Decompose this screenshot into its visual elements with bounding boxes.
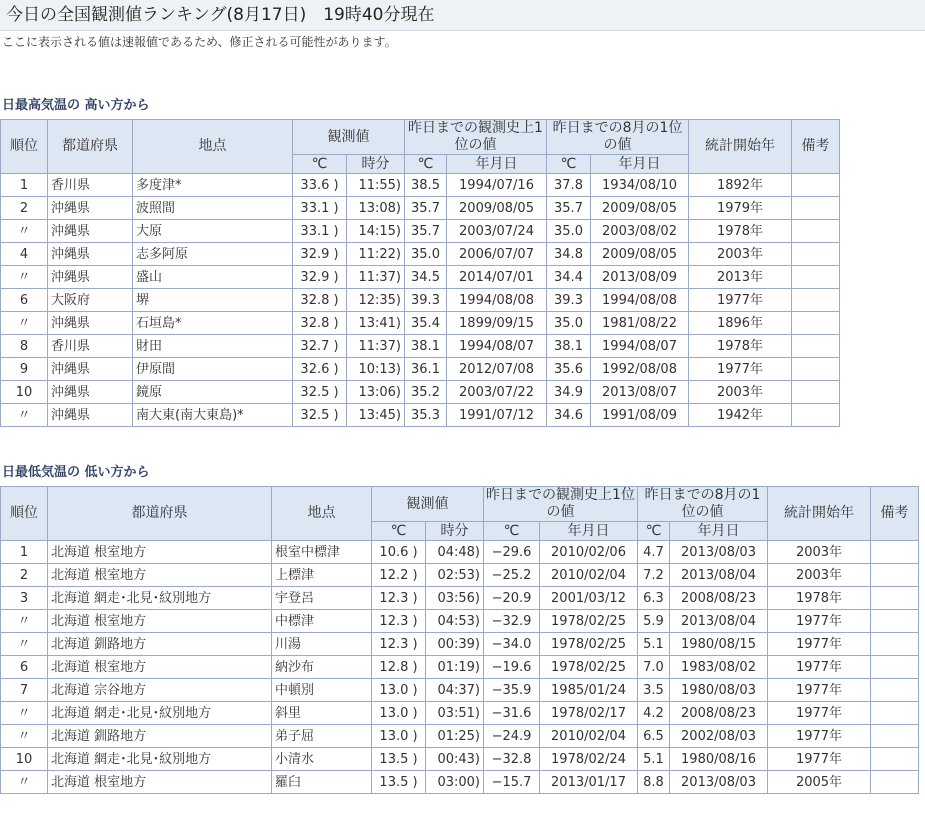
- record-date-cell: 2006/07/07: [447, 243, 547, 266]
- record-value-cell: 39.3: [405, 289, 447, 312]
- observed-value-cell: 32.6 ): [293, 358, 347, 381]
- point-cell: 財田: [133, 335, 293, 358]
- table-row: [1, 656, 919, 679]
- record-date-cell: 1994/08/07: [447, 335, 547, 358]
- rank-cell: 〃: [1, 610, 48, 633]
- month-record-date-cell: 1991/08/09: [591, 404, 689, 427]
- month-record-value-cell: 8.8: [638, 771, 670, 794]
- record-value-cell: 36.1: [405, 358, 447, 381]
- low-temp-table: [0, 486, 919, 794]
- record-value-cell: −31.6: [484, 702, 540, 725]
- rank-cell: 7: [1, 679, 48, 702]
- month-record-date-cell: 1981/08/22: [591, 312, 689, 335]
- record-date-cell: 2003/07/24: [447, 220, 547, 243]
- point-cell: 斜里: [272, 702, 372, 725]
- remarks-cell: [792, 243, 840, 266]
- record-value-cell: −32.8: [484, 748, 540, 771]
- observed-value-cell: 32.8 ): [293, 289, 347, 312]
- remarks-cell: [792, 335, 840, 358]
- start-year-cell: 1942年: [689, 404, 792, 427]
- start-year-cell: 2003年: [689, 243, 792, 266]
- start-year-cell: 2005年: [768, 771, 871, 794]
- point-cell: 南大東(南大東島)*: [133, 404, 293, 427]
- observed-time-cell: 13:41): [347, 312, 405, 335]
- prefecture-cell: 北海道 釧路地方: [48, 725, 272, 748]
- point-cell: 多度津*: [133, 174, 293, 197]
- header-date: 年月日: [591, 155, 689, 174]
- observed-time-cell: 13:06): [347, 381, 405, 404]
- month-record-date-cell: 2002/08/03: [670, 725, 768, 748]
- remarks-cell: [792, 220, 840, 243]
- table-row: [1, 633, 919, 656]
- start-year-cell: 1978年: [689, 220, 792, 243]
- header-record-all: 昨日までの観測史上1位の値: [405, 120, 547, 155]
- remarks-cell: [792, 381, 840, 404]
- start-year-cell: 1977年: [768, 633, 871, 656]
- start-year-cell: 1977年: [768, 725, 871, 748]
- rank-cell: 9: [1, 358, 48, 381]
- start-year-cell: 2003年: [768, 541, 871, 564]
- point-cell: 上標津: [272, 564, 372, 587]
- observed-value-cell: 12.8 ): [372, 656, 426, 679]
- rank-cell: 〃: [1, 404, 48, 427]
- prefecture-cell: 北海道 網走･北見･紋別地方: [48, 748, 272, 771]
- page-title: 今日の全国観測値ランキング(8月17日) 19時40分現在: [0, 0, 925, 31]
- start-year-cell: 1977年: [768, 702, 871, 725]
- rank-cell: 3: [1, 587, 48, 610]
- prefecture-cell: 沖縄県: [48, 243, 133, 266]
- month-record-date-cell: 2013/08/04: [670, 564, 768, 587]
- observed-value-cell: 32.5 ): [293, 404, 347, 427]
- observed-time-cell: 11:22): [347, 243, 405, 266]
- rank-cell: 4: [1, 243, 48, 266]
- observed-value-cell: 32.8 ): [293, 312, 347, 335]
- rank-cell: 1: [1, 541, 48, 564]
- header-time: 時分: [426, 522, 484, 541]
- month-record-date-cell: 1983/08/02: [670, 656, 768, 679]
- remarks-cell: [871, 702, 919, 725]
- month-record-date-cell: 1934/08/10: [591, 174, 689, 197]
- point-cell: 中標津: [272, 610, 372, 633]
- observed-time-cell: 04:48): [426, 541, 484, 564]
- prefecture-cell: 北海道 根室地方: [48, 541, 272, 564]
- month-record-date-cell: 2013/08/04: [670, 610, 768, 633]
- observed-time-cell: 01:19): [426, 656, 484, 679]
- observed-time-cell: 11:55): [347, 174, 405, 197]
- remarks-cell: [871, 541, 919, 564]
- observed-value-cell: 12.3 ): [372, 633, 426, 656]
- month-record-value-cell: 7.2: [638, 564, 670, 587]
- record-date-cell: 1978/02/25: [540, 656, 638, 679]
- rank-cell: 〃: [1, 771, 48, 794]
- start-year-cell: 2003年: [689, 381, 792, 404]
- month-record-date-cell: 2013/08/03: [670, 771, 768, 794]
- header-point: 地点: [133, 120, 293, 174]
- prefecture-cell: 北海道 根室地方: [48, 771, 272, 794]
- record-date-cell: 1994/08/08: [447, 289, 547, 312]
- prefecture-cell: 北海道 網走･北見･紋別地方: [48, 587, 272, 610]
- point-cell: 納沙布: [272, 656, 372, 679]
- observed-value-cell: 10.6 ): [372, 541, 426, 564]
- month-record-date-cell: 2008/08/23: [670, 702, 768, 725]
- record-date-cell: 1899/09/15: [447, 312, 547, 335]
- month-record-date-cell: 2013/08/07: [591, 381, 689, 404]
- table-row: [1, 564, 919, 587]
- observed-value-cell: 12.3 ): [372, 610, 426, 633]
- header-rank: 順位: [1, 120, 48, 174]
- header-remarks: 備考: [792, 120, 840, 174]
- rank-cell: 10: [1, 381, 48, 404]
- record-value-cell: 34.5: [405, 266, 447, 289]
- start-year-cell: 1979年: [689, 197, 792, 220]
- rank-cell: 〃: [1, 702, 48, 725]
- observed-time-cell: 14:15): [347, 220, 405, 243]
- month-record-value-cell: 35.7: [547, 197, 591, 220]
- month-record-value-cell: 39.3: [547, 289, 591, 312]
- start-year-cell: 2013年: [689, 266, 792, 289]
- observed-value-cell: 13.5 ): [372, 748, 426, 771]
- month-record-date-cell: 2013/08/03: [670, 541, 768, 564]
- table-row: [1, 702, 919, 725]
- record-date-cell: 2010/02/04: [540, 725, 638, 748]
- table-row: [1, 404, 840, 427]
- header-celsius: ℃: [405, 155, 447, 174]
- remarks-cell: [871, 587, 919, 610]
- start-year-cell: 1977年: [689, 289, 792, 312]
- month-record-date-cell: 2009/08/05: [591, 243, 689, 266]
- prefecture-cell: 北海道 根室地方: [48, 564, 272, 587]
- remarks-cell: [871, 564, 919, 587]
- month-record-date-cell: 1994/08/07: [591, 335, 689, 358]
- table-row: [1, 243, 840, 266]
- record-value-cell: 38.5: [405, 174, 447, 197]
- rank-cell: 8: [1, 335, 48, 358]
- observed-value-cell: 33.1 ): [293, 197, 347, 220]
- record-date-cell: 2010/02/04: [540, 564, 638, 587]
- prefecture-cell: 北海道 宗谷地方: [48, 679, 272, 702]
- table-row: [1, 289, 840, 312]
- start-year-cell: 2003年: [768, 564, 871, 587]
- record-date-cell: 2014/07/01: [447, 266, 547, 289]
- prefecture-cell: 香川県: [48, 174, 133, 197]
- record-date-cell: 1978/02/24: [540, 748, 638, 771]
- rank-cell: 〃: [1, 312, 48, 335]
- month-record-value-cell: 34.6: [547, 404, 591, 427]
- start-year-cell: 1892年: [689, 174, 792, 197]
- remarks-cell: [792, 289, 840, 312]
- record-date-cell: 2003/07/22: [447, 381, 547, 404]
- month-record-value-cell: 7.0: [638, 656, 670, 679]
- table-row: [1, 174, 840, 197]
- start-year-cell: 1977年: [768, 656, 871, 679]
- month-record-date-cell: 1994/08/08: [591, 289, 689, 312]
- prefecture-cell: 香川県: [48, 335, 133, 358]
- record-date-cell: 1994/07/16: [447, 174, 547, 197]
- rank-cell: 2: [1, 197, 48, 220]
- start-year-cell: 1977年: [768, 748, 871, 771]
- prefecture-cell: 沖縄県: [48, 404, 133, 427]
- record-date-cell: 2001/03/12: [540, 587, 638, 610]
- record-date-cell: 1991/07/12: [447, 404, 547, 427]
- month-record-date-cell: 2008/08/23: [670, 587, 768, 610]
- observed-time-cell: 01:25): [426, 725, 484, 748]
- month-record-value-cell: 38.1: [547, 335, 591, 358]
- table-row: [1, 335, 840, 358]
- prefecture-cell: 沖縄県: [48, 312, 133, 335]
- rank-cell: 〃: [1, 725, 48, 748]
- month-record-value-cell: 34.4: [547, 266, 591, 289]
- month-record-value-cell: 3.5: [638, 679, 670, 702]
- table-row: [1, 197, 840, 220]
- prefecture-cell: 北海道 釧路地方: [48, 633, 272, 656]
- record-date-cell: 2013/01/17: [540, 771, 638, 794]
- header-point: 地点: [272, 487, 372, 541]
- header-prefecture: 都道府県: [48, 487, 272, 541]
- record-date-cell: 2010/02/06: [540, 541, 638, 564]
- remarks-cell: [792, 358, 840, 381]
- observed-time-cell: 03:56): [426, 587, 484, 610]
- high-temp-table: [0, 119, 840, 427]
- point-cell: 川湯: [272, 633, 372, 656]
- point-cell: 羅臼: [272, 771, 372, 794]
- record-value-cell: −15.7: [484, 771, 540, 794]
- month-record-value-cell: 34.9: [547, 381, 591, 404]
- table-row: [1, 220, 840, 243]
- point-cell: 石垣島*: [133, 312, 293, 335]
- month-record-value-cell: 34.8: [547, 243, 591, 266]
- point-cell: 盛山: [133, 266, 293, 289]
- observed-time-cell: 03:51): [426, 702, 484, 725]
- observed-value-cell: 13.0 ): [372, 679, 426, 702]
- point-cell: 宇登呂: [272, 587, 372, 610]
- start-year-cell: 1978年: [768, 587, 871, 610]
- point-cell: 志多阿原: [133, 243, 293, 266]
- observed-value-cell: 32.9 ): [293, 243, 347, 266]
- start-year-cell: 1977年: [768, 679, 871, 702]
- header-celsius: ℃: [638, 522, 670, 541]
- month-record-value-cell: 35.0: [547, 220, 591, 243]
- observed-value-cell: 12.3 ): [372, 587, 426, 610]
- observed-value-cell: 32.9 ): [293, 266, 347, 289]
- record-value-cell: −24.9: [484, 725, 540, 748]
- prefecture-cell: 北海道 根室地方: [48, 610, 272, 633]
- header-celsius: ℃: [372, 522, 426, 541]
- prefecture-cell: 北海道 網走･北見･紋別地方: [48, 702, 272, 725]
- record-value-cell: 35.7: [405, 220, 447, 243]
- month-record-value-cell: 4.7: [638, 541, 670, 564]
- table-row: [1, 771, 919, 794]
- record-date-cell: 2009/08/05: [447, 197, 547, 220]
- record-date-cell: 2012/07/08: [447, 358, 547, 381]
- point-cell: 波照間: [133, 197, 293, 220]
- observed-time-cell: 04:37): [426, 679, 484, 702]
- header-start-year: 統計開始年: [768, 487, 871, 541]
- record-value-cell: −19.6: [484, 656, 540, 679]
- point-cell: 根室中標津: [272, 541, 372, 564]
- record-value-cell: −32.9: [484, 610, 540, 633]
- header-prefecture: 都道府県: [48, 120, 133, 174]
- observed-time-cell: 11:37): [347, 266, 405, 289]
- record-value-cell: 35.7: [405, 197, 447, 220]
- remarks-cell: [792, 174, 840, 197]
- remarks-cell: [871, 748, 919, 771]
- header-rank: 順位: [1, 487, 48, 541]
- record-date-cell: 1978/02/25: [540, 633, 638, 656]
- observed-value-cell: 13.0 ): [372, 702, 426, 725]
- rank-cell: 〃: [1, 633, 48, 656]
- rank-cell: 2: [1, 564, 48, 587]
- month-record-date-cell: 1980/08/03: [670, 679, 768, 702]
- table-row: [1, 381, 840, 404]
- prefecture-cell: 沖縄県: [48, 220, 133, 243]
- point-cell: 中頓別: [272, 679, 372, 702]
- header-remarks: 備考: [871, 487, 919, 541]
- record-date-cell: 1978/02/25: [540, 610, 638, 633]
- record-value-cell: −25.2: [484, 564, 540, 587]
- remarks-cell: [871, 771, 919, 794]
- table-row: [1, 610, 919, 633]
- table-row: [1, 587, 919, 610]
- observed-value-cell: 12.2 ): [372, 564, 426, 587]
- table-row: [1, 725, 919, 748]
- header-time: 時分: [347, 155, 405, 174]
- table-row: [1, 679, 919, 702]
- month-record-date-cell: 1992/08/08: [591, 358, 689, 381]
- low-temp-section-title: 日最低気温の 低い方から: [2, 465, 150, 480]
- header-celsius: ℃: [484, 522, 540, 541]
- table-row: [1, 312, 840, 335]
- rank-cell: 6: [1, 289, 48, 312]
- observed-time-cell: 04:53): [426, 610, 484, 633]
- remarks-cell: [871, 610, 919, 633]
- point-cell: 鏡原: [133, 381, 293, 404]
- month-record-date-cell: 2009/08/05: [591, 197, 689, 220]
- record-value-cell: −35.9: [484, 679, 540, 702]
- record-date-cell: 1978/02/17: [540, 702, 638, 725]
- rank-cell: 1: [1, 174, 48, 197]
- month-record-value-cell: 4.2: [638, 702, 670, 725]
- header-date: 年月日: [447, 155, 547, 174]
- observed-value-cell: 13.5 ): [372, 771, 426, 794]
- remarks-cell: [871, 633, 919, 656]
- remarks-cell: [792, 404, 840, 427]
- record-value-cell: −34.0: [484, 633, 540, 656]
- record-date-cell: 1985/01/24: [540, 679, 638, 702]
- observed-time-cell: 12:35): [347, 289, 405, 312]
- month-record-date-cell: 1980/08/16: [670, 748, 768, 771]
- prefecture-cell: 沖縄県: [48, 358, 133, 381]
- month-record-value-cell: 35.6: [547, 358, 591, 381]
- point-cell: 堺: [133, 289, 293, 312]
- observed-time-cell: 00:39): [426, 633, 484, 656]
- header-record-all: 昨日までの観測史上1位の値: [484, 487, 638, 522]
- record-value-cell: −20.9: [484, 587, 540, 610]
- observed-time-cell: 10:13): [347, 358, 405, 381]
- point-cell: 伊原間: [133, 358, 293, 381]
- prefecture-cell: 北海道 根室地方: [48, 656, 272, 679]
- observed-time-cell: 02:53): [426, 564, 484, 587]
- header-observed: 観測値: [293, 120, 405, 155]
- month-record-value-cell: 6.5: [638, 725, 670, 748]
- rank-cell: 〃: [1, 266, 48, 289]
- month-record-date-cell: 1980/08/15: [670, 633, 768, 656]
- month-record-value-cell: 6.3: [638, 587, 670, 610]
- start-year-cell: 1978年: [689, 335, 792, 358]
- table-row: [1, 748, 919, 771]
- observed-time-cell: 03:00): [426, 771, 484, 794]
- remarks-cell: [792, 197, 840, 220]
- remarks-cell: [871, 679, 919, 702]
- header-date: 年月日: [540, 522, 638, 541]
- observed-time-cell: 13:08): [347, 197, 405, 220]
- point-cell: 弟子屈: [272, 725, 372, 748]
- disclaimer-note: ここに表示される値は速報値であるため、修正される可能性があります。: [2, 35, 397, 49]
- remarks-cell: [792, 312, 840, 335]
- observed-value-cell: 33.1 ): [293, 220, 347, 243]
- header-start-year: 統計開始年: [689, 120, 792, 174]
- record-value-cell: 35.2: [405, 381, 447, 404]
- record-value-cell: 35.3: [405, 404, 447, 427]
- prefecture-cell: 大阪府: [48, 289, 133, 312]
- remarks-cell: [871, 725, 919, 748]
- header-celsius: ℃: [547, 155, 591, 174]
- record-value-cell: 35.4: [405, 312, 447, 335]
- start-year-cell: 1977年: [689, 358, 792, 381]
- table-row: [1, 266, 840, 289]
- month-record-value-cell: 5.1: [638, 748, 670, 771]
- header-record-month: 昨日までの8月の1位の値: [547, 120, 689, 155]
- month-record-date-cell: 2013/08/09: [591, 266, 689, 289]
- month-record-date-cell: 2003/08/02: [591, 220, 689, 243]
- observed-time-cell: 11:37): [347, 335, 405, 358]
- table-row: [1, 541, 919, 564]
- header-celsius: ℃: [293, 155, 347, 174]
- prefecture-cell: 沖縄県: [48, 266, 133, 289]
- point-cell: 小清水: [272, 748, 372, 771]
- observed-value-cell: 32.5 ): [293, 381, 347, 404]
- rank-cell: 〃: [1, 220, 48, 243]
- record-value-cell: 38.1: [405, 335, 447, 358]
- header-observed: 観測値: [372, 487, 484, 522]
- observed-value-cell: 33.6 ): [293, 174, 347, 197]
- remarks-cell: [792, 266, 840, 289]
- remarks-cell: [871, 656, 919, 679]
- observed-time-cell: 00:43): [426, 748, 484, 771]
- month-record-value-cell: 37.8: [547, 174, 591, 197]
- month-record-value-cell: 5.9: [638, 610, 670, 633]
- observed-time-cell: 13:45): [347, 404, 405, 427]
- high-temp-section-title: 日最高気温の 高い方から: [2, 98, 150, 113]
- observed-value-cell: 13.0 ): [372, 725, 426, 748]
- record-value-cell: −29.6: [484, 541, 540, 564]
- rank-cell: 6: [1, 656, 48, 679]
- point-cell: 大原: [133, 220, 293, 243]
- observed-value-cell: 32.7 ): [293, 335, 347, 358]
- header-date: 年月日: [670, 522, 768, 541]
- header-record-month: 昨日までの8月の1位の値: [638, 487, 768, 522]
- start-year-cell: 1896年: [689, 312, 792, 335]
- prefecture-cell: 沖縄県: [48, 381, 133, 404]
- record-value-cell: 35.0: [405, 243, 447, 266]
- prefecture-cell: 沖縄県: [48, 197, 133, 220]
- month-record-value-cell: 5.1: [638, 633, 670, 656]
- start-year-cell: 1977年: [768, 610, 871, 633]
- table-row: [1, 358, 840, 381]
- rank-cell: 10: [1, 748, 48, 771]
- month-record-value-cell: 35.0: [547, 312, 591, 335]
